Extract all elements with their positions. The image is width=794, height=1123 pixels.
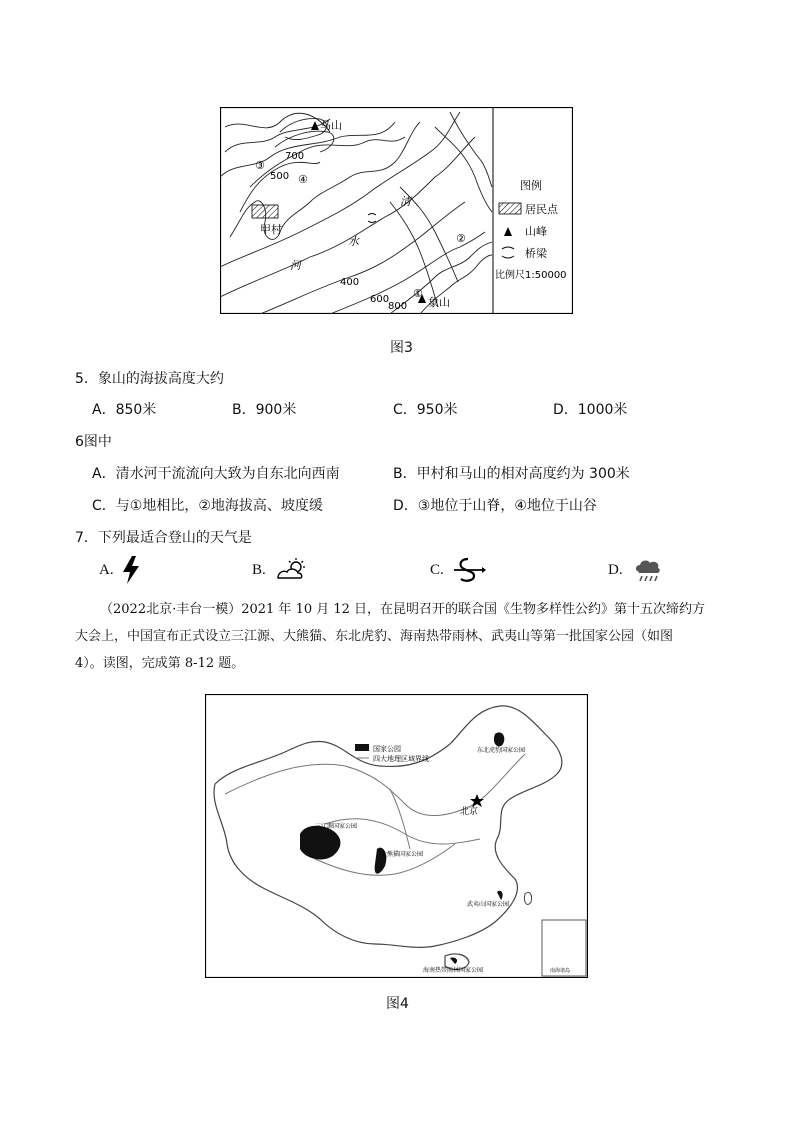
q5-option-b: B．900米	[232, 402, 297, 418]
legend-peak: 山峰	[525, 225, 547, 238]
river-char-1: 清	[400, 195, 411, 208]
figure3-caption: 图3	[390, 340, 413, 356]
q6-option-a: A．清水河干流流向大致为自东北向西南	[92, 466, 340, 482]
label-village: 甲村	[260, 223, 282, 236]
q5-option-c: C．950米	[393, 402, 458, 418]
figure4-caption: 图4	[386, 996, 409, 1012]
point-label-2: ②	[456, 232, 466, 245]
contour-label-500: 500	[270, 171, 290, 182]
legend-scale: 比例尺1:50000	[495, 270, 567, 281]
river-char-3: 河	[290, 259, 301, 272]
rain-cloud-icon	[634, 557, 662, 585]
contour-label-700: 700	[285, 151, 305, 162]
q7-option-b: B.	[252, 562, 266, 578]
contour-label-800: 800	[388, 301, 408, 312]
point-label-3: ③	[255, 159, 265, 172]
inset-label: 南海诸岛	[550, 968, 571, 974]
q7-option-c: C.	[430, 562, 444, 578]
label-xiang-mountain: 象山	[428, 296, 450, 309]
park-ne-shape	[494, 732, 504, 746]
contour-map-figure	[220, 107, 573, 314]
lightning-icon	[120, 555, 142, 585]
taiwan-island	[524, 892, 531, 904]
legend-line-label: 四大地理区域界线	[373, 755, 429, 763]
legend-park-label: 国家公园	[373, 745, 401, 753]
point-label-1: ①	[413, 287, 423, 300]
q5-option-d: D．1000米	[553, 402, 628, 418]
q6-option-c: C．与①地相比，②地海拔高、坡度缓	[92, 498, 323, 514]
sun-cloud-icon	[276, 558, 306, 582]
legend-settlement: 居民点	[525, 203, 558, 216]
point-label-4: ④	[298, 173, 308, 186]
legend-bridge: 桥梁	[525, 247, 547, 260]
contour-label-600: 600	[370, 294, 390, 305]
q7-option-d: D.	[608, 562, 623, 578]
passage-line-2: 大会上，中国宣布正式设立三江源、大熊猫、东北虎豹、海南热带雨林、武夷山等第一批国家公园（如图	[75, 629, 674, 644]
q6-option-d: D．③地位于山脊，④地位于山谷	[393, 498, 597, 514]
park-wys-label: 武夷山国家公园	[467, 901, 510, 908]
q6-option-b: B．甲村和马山的相对高度约为 300米	[393, 466, 630, 482]
q6-stem: 6图中	[75, 434, 112, 450]
settlement-icon	[499, 203, 521, 214]
q7-stem: 7．下列最适合登山的天气是	[75, 530, 252, 546]
park-hn-label: 海南热带雨林国家公园	[423, 967, 484, 974]
park-ne-label: 东北虎豹国家公园	[477, 747, 526, 754]
legend-park-swatch	[355, 744, 369, 751]
river-char-2: 水	[348, 235, 359, 248]
china-parks-map-figure	[205, 694, 588, 978]
q5-option-a: A．850米	[92, 402, 157, 418]
legend-title: 图例	[520, 179, 542, 192]
contour-label-400: 400	[340, 277, 360, 288]
park-panda-label: 大熊猫国家公园	[381, 851, 424, 858]
label-ma-mountain: 马山	[320, 119, 342, 132]
passage-line-1: （2022北京·丰台一模）2021 年 10 月 12 日，在昆明召开的联合国《生物多样性公约》第十五次缔约方	[100, 602, 706, 617]
beijing-label: 北京	[460, 807, 479, 817]
q7-option-a: A.	[99, 562, 114, 578]
typhoon-icon	[452, 556, 486, 584]
park-sjy-label: 三江源国家公园	[315, 823, 358, 830]
passage-line-3: 4）。读图，完成第 8-12 题。	[75, 656, 245, 671]
q5-stem: 5．象山的海拔高度大约	[75, 371, 224, 387]
